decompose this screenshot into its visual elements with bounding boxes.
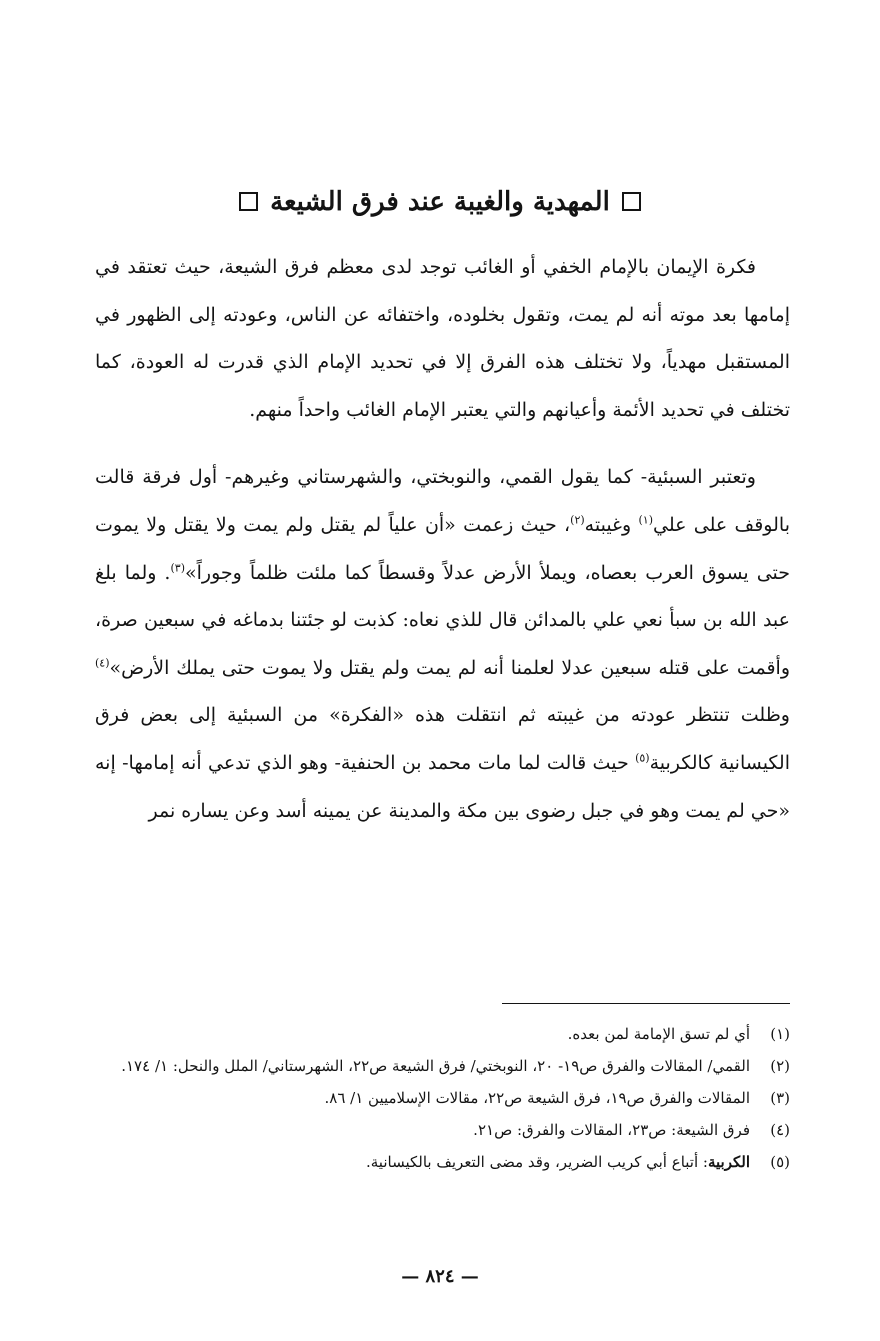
footnote-ref-2: (٢) — [570, 513, 585, 527]
paragraph-1-text: فكرة الإيمان بالإمام الخفي أو الغائب توجد لدى معظم فرق الشيعة، حيث تعتقد في إمامها بعد موته أنه لم يمت، وتقول بخلوده، واختفائه عن الناس، وعودته إلى الظهور في المستقبل مهدياً، ولا تختلف هذه الفرق إلا في تحديد الإمام الذي قدرت له العودة، كما تختلف في تحديد الأئمة وأعيانهم والتي يعتبر الإمام الغائب واحداً منهم. — [95, 256, 790, 421]
paragraph-2-text: وظلت تنتظر عودته من غيبته ثم انتقلت هذه «الفكرة» من السبئية إلى بعض فرق الكيسانية كالكربية — [95, 704, 790, 774]
footnote-term: الكربية — [707, 1153, 750, 1171]
paragraph-2-text: . ولما بلغ عبد الله بن سبأ نعي علي بالمدائن قال للذي نعاه: كذبت لو جئتنا بدماغه في سبعين صرة، وأقمت على قتله سبعين عدلا لعلمنا أنه لم يمت ولم يقتل ولا يموت حتى يملك الأرض» — [95, 561, 790, 679]
footnote-text: أي لم تسق الإمامة لمن بعده. — [567, 1025, 750, 1043]
paragraph-2 — [95, 454, 790, 835]
footnote-item — [95, 1020, 790, 1048]
body-text — [95, 244, 790, 835]
footnote-ref-3: (٣) — [170, 561, 185, 575]
footnote-number: (٣) — [770, 1089, 790, 1107]
paragraph-2-text: ، حيث زعمت «أن علياً لم يقتل ولم يمت ولا يقتل ولا يموت حتى يسوق العرب بعصاه، ويملأ الأرض عدلاً وقسطاً كما ملئت ظلماً وجوراً» — [95, 513, 791, 584]
footnote-number: (٤) — [770, 1121, 790, 1139]
footnote-item — [95, 1148, 790, 1176]
paragraph-1 — [95, 244, 790, 434]
section-heading-text: المهدية والغيبة عند فرق الشيعة — [270, 187, 610, 217]
footnote-item — [95, 1052, 790, 1080]
footnote-text: القمي/ المقالات والفرق ص١٩- ٢٠، النوبختي/ فرق الشيعة ص٢٢، الشهرستاني/ الملل والنحل: ١/ ١٧٤. — [121, 1057, 750, 1075]
paragraph-2-text: وتعتبر السبئية- كما يقول القمي، والنوبختي، والشهرستاني وغيرهم- أول فرقة قالت بالوقف على علي — [95, 466, 790, 536]
footnote-item — [95, 1116, 790, 1144]
footnote-ref-5: (٥) — [635, 751, 650, 765]
footnote-text: المقالات والفرق ص١٩، فرق الشيعة ص٢٢، مقالات الإسلاميين ١/ ٨٦. — [324, 1089, 750, 1107]
footnote-text: فرق الشيعة: ص٢٣، المقالات والفرق: ص٢١. — [473, 1121, 750, 1139]
page-number: — ٨٢٤ — — [401, 1266, 479, 1287]
footnote-text — [95, 1148, 750, 1176]
paragraph-2-text: حيث قالت لما مات محمد بن الحنفية- وهو الذي تدعي أنه إمامها- إنه «حي لم يمت وهو في جبل رضوى بين مكة والمدينة عن يمينه أسد وعن يساره نمر — [95, 751, 790, 822]
footnote-number: (٥) — [770, 1153, 790, 1171]
footnote-number: (١) — [770, 1025, 790, 1043]
footnote-divider — [502, 1003, 790, 1004]
footnote-ref-4: (٤) — [95, 656, 110, 670]
footnote-number: (٢) — [770, 1057, 790, 1075]
heading-square-icon — [622, 192, 641, 211]
section-heading — [90, 178, 790, 226]
footnote-ref-1: (١) — [638, 513, 653, 527]
paragraph-2-text: وغيبته — [584, 513, 639, 536]
footnotes — [95, 1020, 790, 1180]
footnote-item — [95, 1084, 790, 1112]
heading-square-icon — [239, 192, 258, 211]
footnote-definition: : أتباع أبي كريب الضرير، وقد مضى التعريف بالكيسانية. — [365, 1153, 708, 1171]
